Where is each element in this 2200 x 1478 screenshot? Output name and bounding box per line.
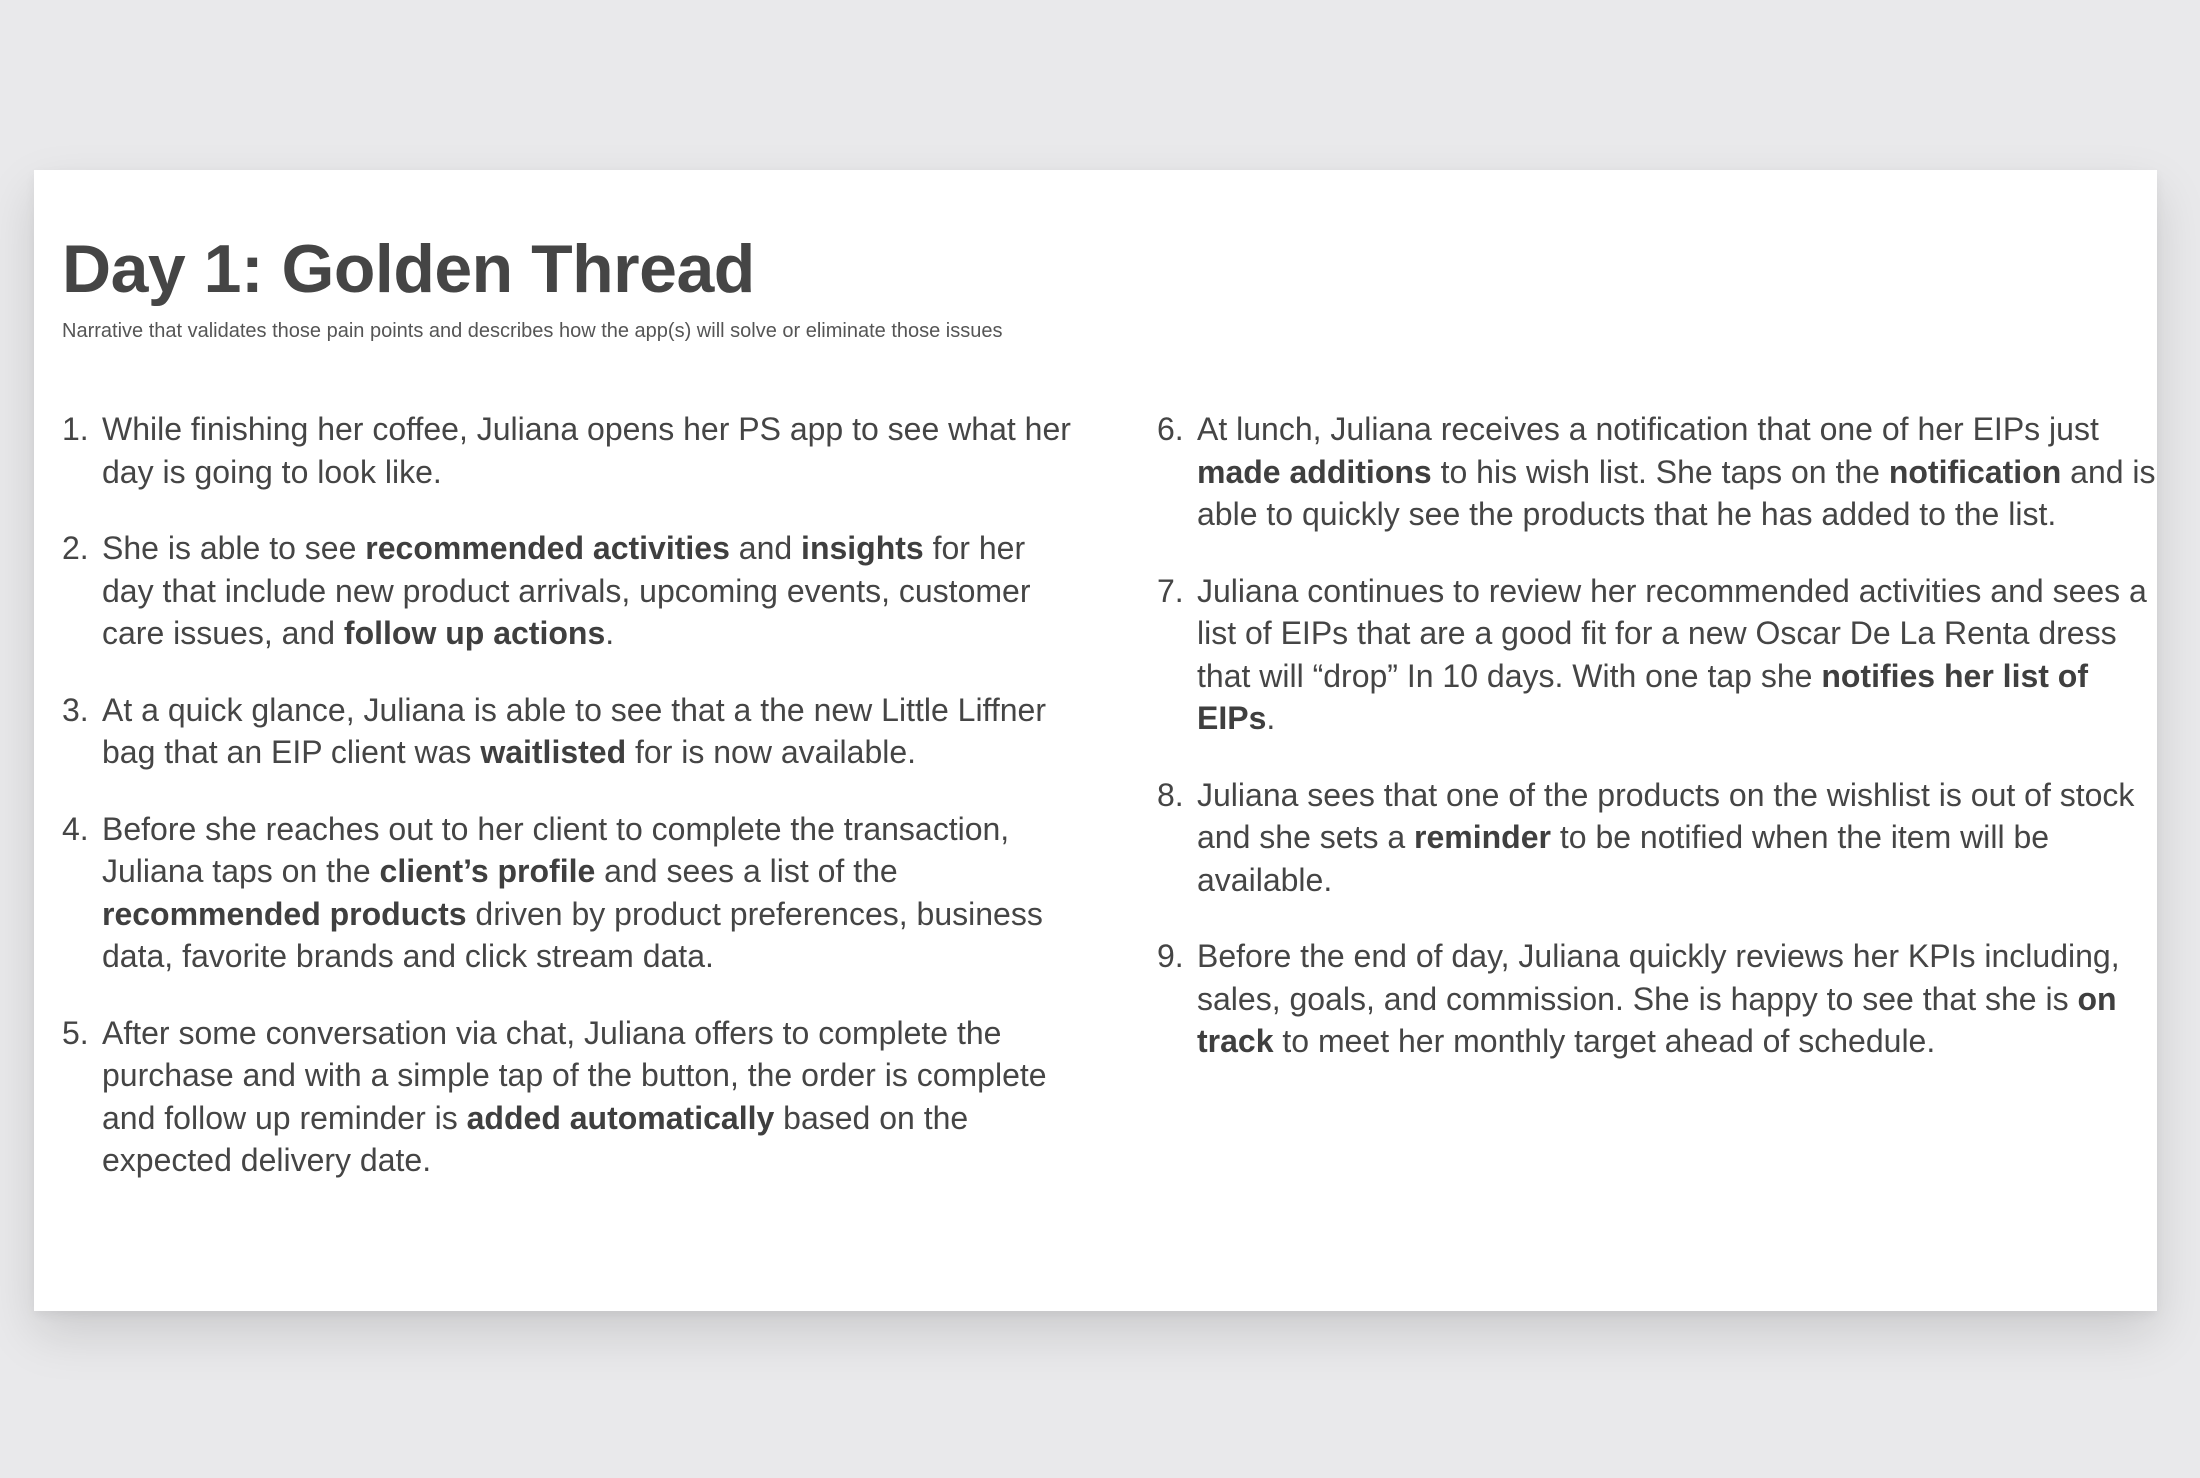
body-text: to his wish list. She taps on the [1431,453,1889,490]
list-item-number: 7. [1157,572,1184,609]
emphasis-text: insights [801,530,924,566]
list-item [1157,774,2167,902]
slide-title: Day 1: Golden Thread [62,231,755,307]
body-text: At a quick glance, Juliana is able to see that a the new Little Liffner bag that an EIP client was [102,691,1046,770]
body-text: At lunch, Juliana receives a notification that one of her EIPs just [1197,411,2099,447]
emphasis-text: reminder [1414,819,1551,855]
body-text: . [1266,700,1276,736]
emphasis-text: made additions [1197,453,1432,490]
body-text: After some conversation via chat, Juliana offers to complete the purchase and with a simple tap of the button, the order is complete and follow up reminder is [102,1014,1047,1136]
list-item-text [1197,408,2167,536]
list-item [62,527,1072,655]
list-item [1157,935,2167,1063]
emphasis-text: added automatically [466,1099,775,1136]
list-item-text [1197,570,2167,740]
list-item [62,689,1072,774]
list-item-number: 1. [62,411,89,447]
body-text: for her day that include new product arrivals, upcoming events, customer care issues, and [102,530,1031,651]
slide-subtitle: Narrative that validates those pain points and describes how the app(s) will solve or eliminate those issues [62,320,1003,342]
emphasis-text: notification [1888,453,2062,490]
list-item-number: 8. [1157,776,1184,813]
list-item-number: 4. [62,810,89,847]
emphasis-text: follow up actions [343,615,606,651]
list-item-text [1197,774,2167,902]
list-item-text [102,808,1072,978]
emphasis-text: client’s profile [379,853,596,889]
list-item-text [102,1012,1072,1182]
body-text: Before she reaches out to her client to complete the transaction, Juliana taps on the [102,810,1010,889]
left-list [62,408,1072,1216]
emphasis-text: waitlisted [480,734,627,770]
list-item [62,1012,1072,1182]
list-item-number: 9. [1157,938,1184,974]
list-item-text [1197,935,2167,1063]
body-text: Before the end of day, Juliana quickly reviews her KPIs including, sales, goals, and commission. She is happy to see that she is [1197,938,2120,1017]
body-text: . [605,615,615,651]
body-text: Juliana sees that one of the products on the wishlist is out of stock and she sets a [1197,776,2135,855]
list-item [1157,408,2167,536]
list-item-number: 5. [62,1014,89,1051]
body-text: driven by product preferences, business data, favorite brands and click stream data. [102,895,1043,974]
list-item-number: 6. [1157,411,1184,447]
emphasis-text: recommended products [102,895,467,932]
list-item-text [102,689,1072,774]
body-text: based on the expected delivery date. [102,1099,969,1178]
body-text: to meet her monthly target ahead of schedule. [1273,1023,1936,1059]
body-text: to be notified when the item will be available. [1197,819,2050,898]
emphasis-text: on track [1197,980,2117,1059]
list-item-number: 2. [62,530,89,566]
body-text: for is now available. [626,734,917,770]
list-item-number: 3. [62,691,89,728]
body-text: She is able to see [102,530,366,566]
list-item-text [102,408,1072,493]
list-item [62,808,1072,978]
body-text: and sees a list of the [595,853,898,889]
slide [34,170,2157,1311]
emphasis-text: recommended activities [365,530,730,566]
list-item [1157,570,2167,740]
body-text: Juliana continues to review her recommended activities and sees a list of EIPs that are a good fit for a new Oscar De La Renta dress that will “drop” In 10 days. With one tap she [1197,572,2147,694]
list-item [62,408,1072,493]
body-text: and [729,530,802,566]
body-text: and is able to quickly see the products that he has added to the list. [1197,453,2156,532]
list-item-text [102,527,1072,655]
emphasis-text: notifies her list of EIPs [1197,657,2088,736]
body-text: While finishing her coffee, Juliana opens her PS app to see what her day is going to look like. [102,411,1071,490]
right-list [1157,408,2167,1097]
